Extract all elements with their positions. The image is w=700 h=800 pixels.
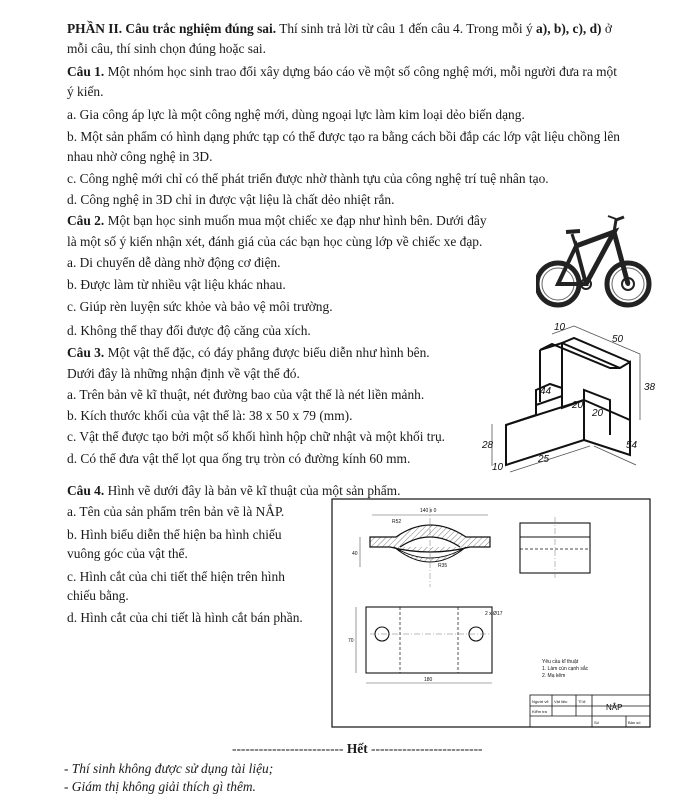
technical-drawing: [330, 497, 652, 729]
q4-option-b: b. Hình biểu diễn thể hiện ba hình chiếu: [67, 527, 282, 542]
q2-label: Câu 2.: [67, 213, 105, 228]
q1-option-b-cont: nhau nhờ công nghệ in 3D.: [67, 149, 213, 164]
q2-stem: Một bạn học sinh muốn mua một chiếc xe đạp như hình bên. Dưới đây: [107, 213, 487, 228]
q4-option-b-cont: vuông góc của vật thể.: [67, 546, 188, 561]
top-view: [356, 607, 492, 683]
dim-20-a: 20: [572, 400, 584, 411]
q2-option-d: d. Không thể thay đổi được độ căng của xích.: [67, 323, 311, 338]
dim-10-bottom: 10: [492, 462, 504, 473]
q1-stem-line1: [67, 63, 617, 81]
q4-option-d: d. Hình cắt của chi tiết là hình cắt bán phần.: [67, 610, 303, 625]
dim-top: 140 x 0: [420, 508, 437, 514]
q3-option-c: c. Vật thể được tạo bởi một số khối hình hộp chữ nhật và một khối trụ.: [67, 429, 446, 444]
dim-20-b: 20: [592, 408, 604, 419]
notes-title: Yêu cầu kĩ thuật: [542, 659, 579, 665]
q1-stem-line2: ý kiến.: [67, 84, 104, 99]
q2-option-b: b. Được làm từ nhiều vật liệu khác nhau.: [67, 277, 286, 292]
part2-intro-options: a), b), c), d): [536, 21, 602, 36]
q3-option-b: b. Kích thước khối của vật thể là: 38 x 50 x 79 (mm).: [67, 408, 353, 423]
q1-option-c: c. Công nghệ mới chỉ có thể phát triển được nhờ thành tựu của công nghệ trí tuệ nhân tạo.: [67, 171, 549, 186]
tb-nguoi-ve: Người vẽ: [532, 699, 549, 704]
dim-hole: 2 x Ø17: [485, 611, 503, 617]
dim-44: 44: [540, 386, 552, 397]
tb-so: Số: [594, 720, 599, 725]
tb-vat-lieu: Vật liệu: [554, 699, 568, 704]
dim-25: 25: [538, 454, 550, 465]
q4-option-a: a. Tên của sản phẩm trên bản vẽ là NẮP.: [67, 504, 285, 519]
q4-option-c-cont: chiếu bằng.: [67, 588, 129, 603]
note-1: 1. Làm cùn cạnh sắc: [542, 666, 589, 672]
tb-ban: Bản số: [628, 720, 641, 725]
end-dashes-left: -------------------------: [232, 741, 344, 756]
dim-28: 28: [482, 440, 494, 451]
end-line: [232, 740, 483, 758]
q4-option-c: c. Hình cắt của chi tiết thể hiện trên hình: [67, 569, 285, 584]
dim-10-top: 10: [554, 322, 566, 333]
dim-height: 40: [352, 551, 358, 557]
q4-stem: Hình vẽ dưới đây là bản vẽ kĩ thuật của một sản phẩm.: [107, 483, 401, 498]
bicycle-image: [536, 206, 654, 314]
q2-option-c: c. Giúp rèn luyện sức khỏe và bảo vệ môi trường.: [67, 299, 333, 314]
end-word: Hết: [346, 741, 368, 756]
dim-width: 70: [348, 638, 354, 644]
q4-label: Câu 4.: [67, 483, 105, 498]
q1-label: Câu 1.: [67, 64, 105, 79]
q3-stem-line2: Dưới đây là những nhận định về vật thể đó.: [67, 366, 300, 381]
part2-heading: PHẦN II. Câu trắc nghiệm đúng sai.: [67, 21, 277, 36]
front-view: [360, 507, 490, 587]
part2-intro-line2: mỗi câu, thí sinh chọn đúng hoặc sai.: [67, 41, 266, 56]
q1-option-d: d. Công nghệ in 3D chỉ in được vật liệu là chất dẻo nhiệt rắn.: [67, 192, 395, 207]
dim-54: 54: [626, 440, 638, 451]
q2-stem-line1: [67, 212, 487, 230]
q1-option-b: b. Một sản phẩm có hình dạng phức tạp có thể được tạo ra bằng cách bồi đắp các lớp vật liệu chồng lên: [67, 129, 620, 144]
note-2: 2. Mạ kẽm: [542, 673, 566, 679]
dim-38: 38: [644, 382, 656, 393]
part2-intro-end: ở: [604, 21, 612, 36]
dim-r52: R52: [392, 519, 402, 525]
q3-option-d: d. Có thể đưa vật thể lọt qua ống trụ tròn có đường kính 60 mm.: [67, 451, 411, 466]
q3-label: Câu 3.: [67, 345, 105, 360]
tb-ti-le: Tỉ lệ: [578, 699, 586, 704]
tb-kiem-tra: Kiểm tra: [532, 709, 547, 714]
side-view: [520, 517, 590, 579]
dim-50: 50: [612, 334, 624, 345]
q1-stem: Một nhóm học sinh trao đổi xây dựng báo cáo về một số công nghệ mới, mỗi người đưa ra một: [107, 64, 617, 79]
q2-option-a: a. Di chuyển dễ dàng nhờ động cơ điện.: [67, 255, 281, 270]
q1-option-a: a. Gia công áp lực là một công nghệ mới, dùng ngoại lực làm kim loại dẻo biến dạng.: [67, 107, 525, 122]
end-dashes-right: -------------------------: [371, 741, 483, 756]
drawing-title: NẮP: [606, 703, 623, 712]
q2-stem-line2: là một số ý kiến nhận xét, đánh giá của các bạn học cùng lớp về chiếc xe đạp.: [67, 234, 483, 249]
q3-stem: Một vật thể đặc, có đáy phẳng được biểu diễn như hình bên.: [107, 345, 430, 360]
q3-stem-line1: [67, 344, 430, 362]
dim-length: 180: [424, 677, 433, 683]
isometric-object-figure: [480, 320, 666, 480]
part2-heading-line: [67, 20, 612, 38]
dim-r35: R35: [438, 563, 448, 569]
q3-option-a: a. Trên bản vẽ kĩ thuật, nét đường bao của vật thể là nét liền mảnh.: [67, 387, 425, 402]
part2-intro: Thí sinh trả lời từ câu 1 đến câu 4. Trong mỗi ý: [279, 21, 533, 36]
end-note-1: - Thí sinh không được sử dụng tài liệu;: [64, 761, 274, 776]
end-note-2: - Giám thị không giải thích gì thêm.: [64, 779, 256, 794]
